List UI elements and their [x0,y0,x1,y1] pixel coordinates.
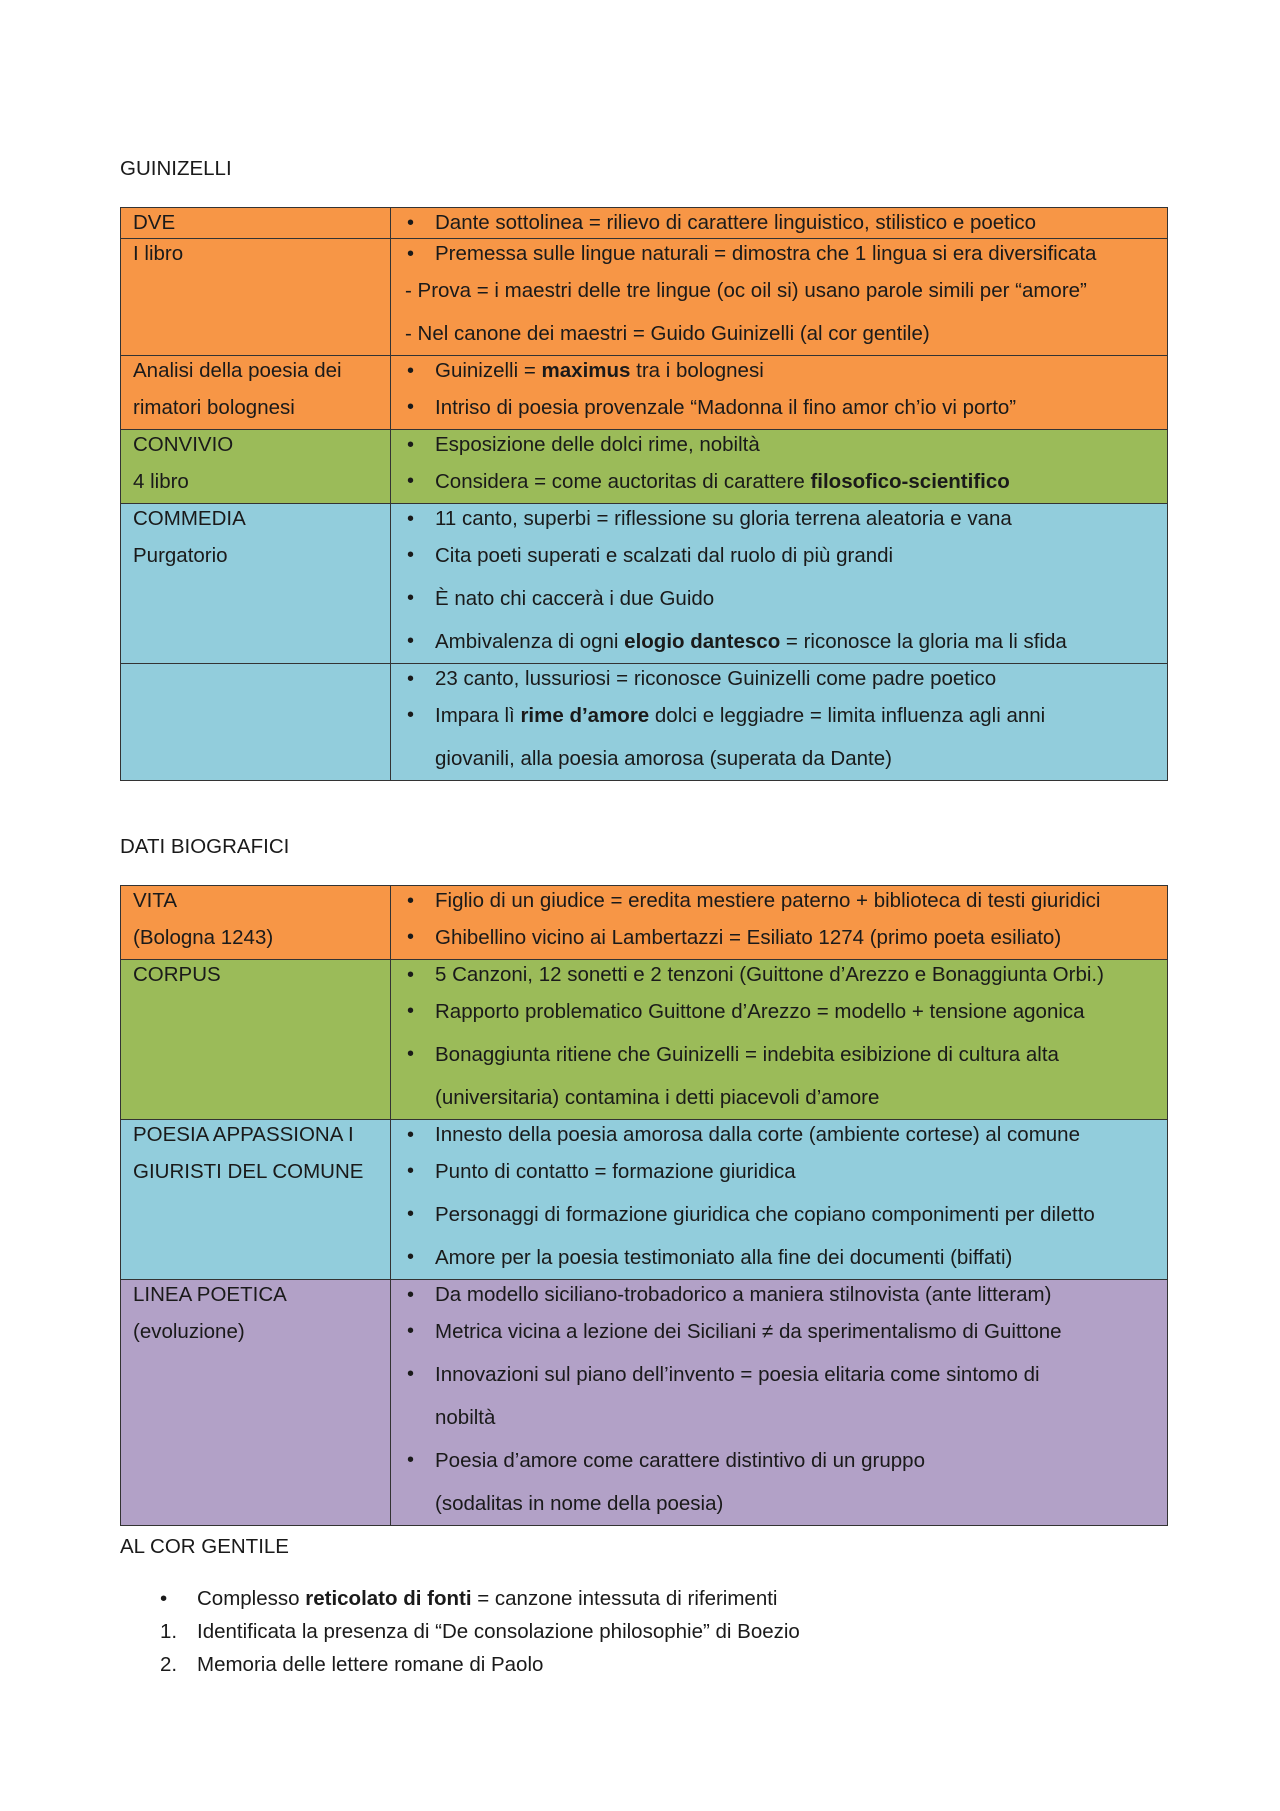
row-content [391,1280,1168,1526]
bullet-item [405,1353,1159,1396]
text-run: = canzone intessuta di riferimenti [471,1587,778,1610]
label-line: (evoluzione) [133,1320,245,1343]
table-row [121,886,1168,960]
row-content [391,886,1168,960]
bullet-item [405,1193,1159,1236]
text-run: 5 Canzoni, 12 sonetti e 2 tenzoni (Guittone d’Arezzo e Bonaggiunta Orbi.) [435,963,1104,986]
row-label [121,430,391,504]
row-label [121,664,391,781]
text-run: Poesia d’amore come carattere distintivo di un gruppo [435,1449,925,1472]
text-run: Ambivalenza di ogni [435,630,625,653]
text-run: = riconosce la gloria ma li sfida [780,630,1067,653]
row-label [121,208,391,239]
text-run: Bonaggiunta ritiene che Guinizelli = indebita esibizione di cultura alta [435,1043,1059,1066]
text-run: tra i bolognesi [630,359,764,382]
text-run: 23 canto, lussuriosi = riconosce Guinizelli come padre poetico [435,667,997,690]
label-line: rimatori bolognesi [133,396,295,419]
label-line: DVE [133,211,176,234]
text-run: Cita poeti superati e scalzati dal ruolo di più grandi [435,544,894,567]
al-cor-gentile-list [120,1582,800,1681]
text-line [405,1482,1159,1525]
text-run: Figlio di un giudice = eredita mestiere paterno + biblioteca di testi giuridici [435,889,1101,912]
row-label [121,1280,391,1526]
table-row [121,208,1168,239]
bullet-item [405,664,1159,694]
bullet-item [405,1310,1159,1353]
text-run: Guinizelli = [435,359,542,382]
label-line: I libro [133,242,184,265]
text-run: Impara lì [435,704,521,727]
text-line [405,1396,1159,1439]
row-label [121,886,391,960]
text-run: Amore per la poesia testimoniato alla fine dei documenti (biffati) [435,1246,1013,1269]
text-run: È nato chi caccerà i due Guido [435,587,715,610]
guinizelli-table [120,207,1168,781]
list-marker: 2. [160,1653,178,1676]
row-content [391,1120,1168,1280]
text-run: Considera = come auctoritas di carattere [435,470,811,493]
label-line: (Bologna 1243) [133,926,274,949]
text-line [405,1076,1159,1119]
dati-biografici-table [120,885,1168,1526]
row-content [391,504,1168,664]
text-run: Punto di contatto = formazione giuridica [435,1160,796,1183]
table-row [121,239,1168,356]
table-row [121,960,1168,1120]
text-run: Personaggi di formazione giuridica che copiano componimenti per diletto [435,1203,1095,1226]
bold-text: reticolato di fonti [305,1587,472,1610]
text-run: Memoria delle lettere romane di Paolo [197,1653,544,1676]
bullet-item [405,916,1159,959]
label-line: LINEA POETICA [133,1283,287,1306]
bullet-item [405,1150,1159,1193]
bullet-item [405,960,1159,990]
bullet-item [405,1236,1159,1279]
text-run: - Prova = i maestri delle tre lingue (oc oil si) usano parole simili per “amore” [405,279,1087,302]
bullet-item [405,1033,1159,1076]
row-content [391,960,1168,1120]
label-line: CONVIVIO [133,433,234,456]
text-run: Da modello siciliano-trobadorico a maniera stilnovista (ante litteram) [435,1283,1052,1306]
row-content [391,208,1168,239]
text-run: Innesto della poesia amorosa dalla corte (ambiente cortese) al comune [435,1123,1080,1146]
list-item [120,1615,800,1648]
table-row [121,664,1168,781]
text-run: Complesso [197,1587,306,1610]
row-label [121,239,391,356]
bullet-item [405,1439,1159,1482]
list-item [120,1648,800,1681]
bullet-item [405,1120,1159,1150]
bullet-item [405,620,1159,663]
bullet-item [405,239,1159,269]
label-line: COMMEDIA [133,507,246,530]
label-line: GIURISTI DEL COMUNE [133,1160,364,1183]
list-item [120,1582,800,1615]
row-label [121,356,391,430]
table-row [121,1280,1168,1526]
text-run: Premessa sulle lingue naturali = dimostra che 1 lingua si era diversificata [435,242,1097,265]
text-line [405,269,1159,312]
bullet-item [405,534,1159,577]
section-title-guinizelli: GUINIZELLI [120,157,232,180]
text-run: dolci e leggiadre = limita influenza agli anni [649,704,1046,727]
text-run: (universitaria) contamina i detti piacevoli d’amore [435,1086,880,1109]
table-row [121,356,1168,430]
text-run: nobiltà [435,1406,496,1429]
text-line [405,312,1159,355]
bullet-item [405,460,1159,503]
bullet-item [405,1280,1159,1310]
section-title-al-cor-gentile: AL COR GENTILE [120,1535,289,1558]
bold-text: elogio dantesco [624,630,781,653]
label-line: POESIA APPASSIONA I [133,1123,354,1146]
text-run: (sodalitas in nome della poesia) [435,1492,724,1515]
text-run: giovanili, alla poesia amorosa (superata da Dante) [435,747,892,770]
row-label [121,504,391,664]
text-line [405,737,1159,780]
row-content [391,664,1168,781]
table-row [121,504,1168,664]
text-run: Esposizione delle dolci rime, nobiltà [435,433,760,456]
list-marker: • [160,1587,168,1610]
bullet-item [405,577,1159,620]
label-line: 4 libro [133,470,189,493]
row-content [391,430,1168,504]
text-run: Ghibellino vicino ai Lambertazzi = Esiliato 1274 (primo poeta esiliato) [435,926,1062,949]
table-row [121,1120,1168,1280]
bullet-item [405,990,1159,1033]
bullet-item [405,886,1159,916]
bullet-item [405,386,1159,429]
text-run: Metrica vicina a lezione dei Siciliani ≠ da sperimentalismo di Guittone [435,1320,1062,1343]
bullet-item [405,208,1159,238]
bold-text: filosofico-scientifico [810,470,1010,493]
section-title-dati-biografici: DATI BIOGRAFICI [120,835,290,858]
label-line: Analisi della poesia dei [133,359,342,382]
text-run: 11 canto, superbi = riflessione su gloria terrena aleatoria e vana [435,507,1012,530]
bullet-item [405,504,1159,534]
bullet-item [405,430,1159,460]
text-run: Identificata la presenza di “De consolazione philosophie” di Boezio [197,1620,800,1643]
label-line: VITA [133,889,178,912]
list-marker: 1. [160,1620,178,1643]
text-run: Intriso di poesia provenzale “Madonna il fino amor ch’io vi porto” [435,396,1017,419]
text-run: Dante sottolinea = rilievo di carattere linguistico, stilistico e poetico [435,211,1037,234]
text-run: Innovazioni sul piano dell’invento = poesia elitaria come sintomo di [435,1363,1040,1386]
label-line: CORPUS [133,963,221,986]
bold-text: maximus [541,359,631,382]
text-run: Rapporto problematico Guittone d’Arezzo = modello + tensione agonica [435,1000,1085,1023]
row-label [121,1120,391,1280]
text-run: - Nel canone dei maestri = Guido Guinizelli (al cor gentile) [405,322,930,345]
label-line: Purgatorio [133,544,228,567]
row-content [391,239,1168,356]
row-label [121,960,391,1120]
bullet-item [405,356,1159,386]
row-content [391,356,1168,430]
bold-text: rime d’amore [520,704,650,727]
bullet-item [405,694,1159,737]
table-row [121,430,1168,504]
